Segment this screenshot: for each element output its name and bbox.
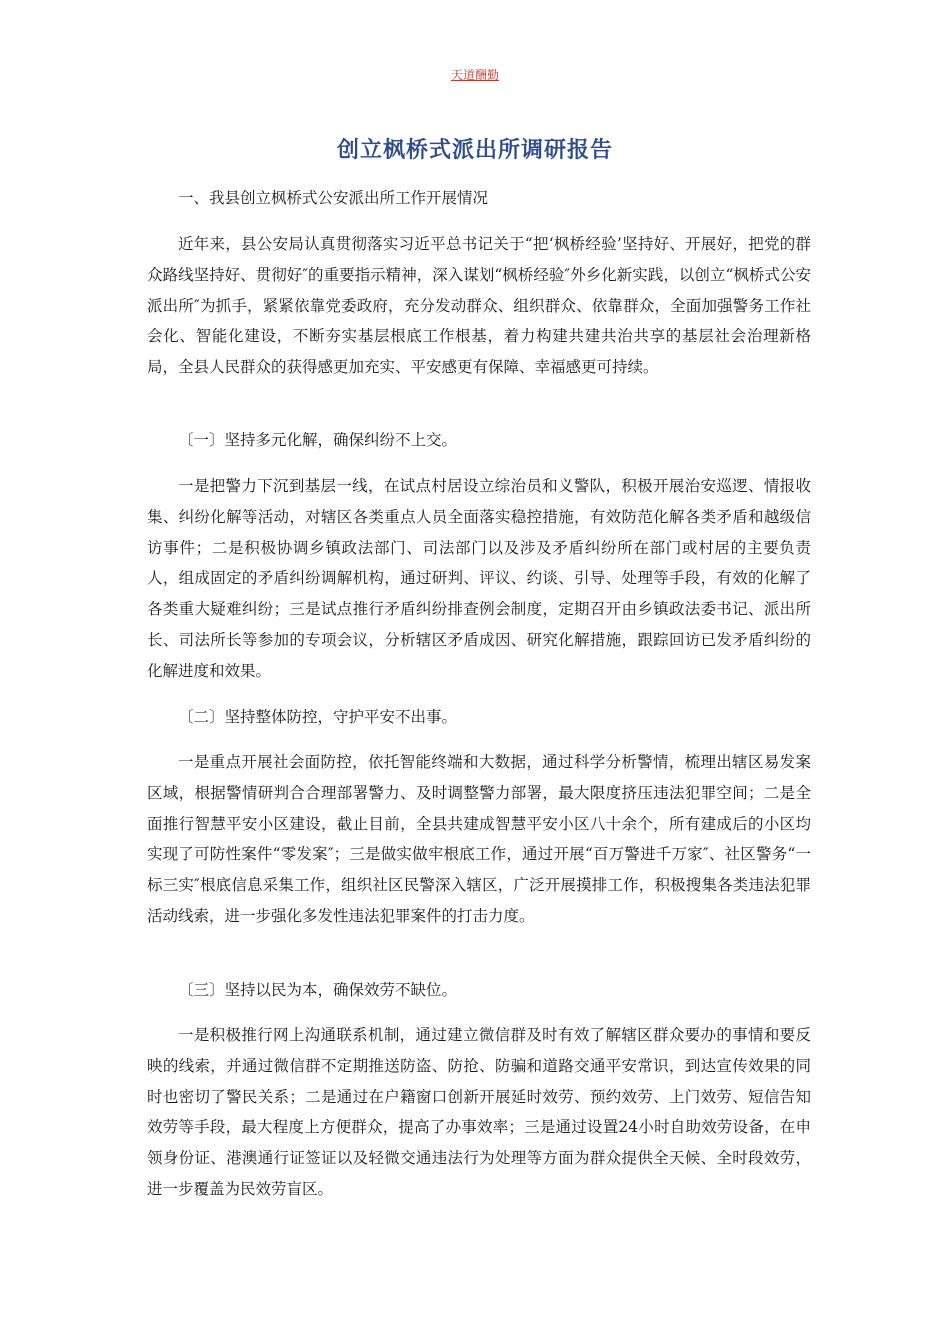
subsection-2-paragraph-block xyxy=(147,747,811,932)
header-link[interactable]: 天道酬勤 xyxy=(450,68,499,82)
section-heading-1: 一、我县创立枫桥式公安派出所工作开展情况 xyxy=(178,189,489,207)
subsection-heading-1: 〔一〕坚持多元化解，确保纠纷不上交。 xyxy=(178,431,458,449)
intro-paragraph: 近年来，县公安局认真贯彻落实习近平总书记关于“把‘枫桥经验’坚持好、开展好，把党的群众路线坚持好、贯彻好″的重要指示精神，深入谋划“枫桥经验″外乡化新实践，以创立“枫桥式公安派出所″为抓手，紧紧依靠党委政府，充分发动群众、组织群众、依靠群众，全面加强警务工作社会化、智能化建设，不断夯实基层根底工作根基，着力构建共建共治共享的基层社会治理新格局，全县人民群众的获得感更加充实、平安感更有保障、幸福感更可持续。 xyxy=(147,235,811,377)
subsection-2-paragraph: 一是重点开展社会面防控，依托智能终端和大数据，通过科学分析警情，梳理出辖区易发案区域，根据警情研判合合理部署警力、及时调整警力部署，最大限度挤压违法犯罪空间；二是全面推行智慧平安小区建设，截止目前，全县共建成智慧平安小区八十余个，所有建成后的小区均实现了可防性案件“零发案″；三是做实做牢根底工作，通过开展“百万警进千万家″、社区警务“一标三实″根底信息采集工作，组织社区民警深入辖区，广泛开展摸排工作，积极搜集各类违法犯罪活动线索，进一步强化多发性违法犯罪案件的打击力度。 xyxy=(147,753,811,925)
subsection-1-paragraph: 一是把警力下沉到基层一线，在试点村居设立综治员和义警队，积极开展治安巡逻、情报收集、纠纷化解等活动，对辖区各类重点人员全面落实稳控措施，有效防范化解各类矛盾和越级信访事件；二是积极协调乡镇政法部门、司法部门以及涉及矛盾纠纷所在部门或村居的主要负责人，组成固定的矛盾纠纷调解机构，通过研判、评议、约谈、引导、处理等手段，有效的化解了各类重大疑难纠纷；三是试点推行矛盾纠纷排查例会制度，定期召开由乡镇政法委书记、派出所长、司法所长等参加的专项会议，分析辖区矛盾成因、研究化解措施，跟踪回访已发矛盾纠纷的化解进度和效果。 xyxy=(147,477,811,680)
subsection-1-paragraph-block xyxy=(147,471,811,687)
subsection-heading-2: 〔二〕坚持整体防控，守护平安不出事。 xyxy=(178,708,458,726)
subsection-3-paragraph: 一是积极推行网上沟通联系机制，通过建立微信群及时有效了解辖区群众要办的事情和要反映的线索，并通过微信群不定期推送防盗、防抢、防骗和道路交通平安常识，到达宣传效果的同时也密切了警民关系；二是通过在户籍窗口创新开展延时效劳、预约效劳、上门效劳、短信告知效劳等手段，最大程度上方便群众，提高了办事效率；三是通过设置24小时自助效劳设备，在申领身份证、港澳通行证签证以及轻微交通违法行为处理等方面为群众提供全天候、全时段效劳，进一步覆盖为民效劳盲区。 xyxy=(147,1026,811,1198)
subsection-3-paragraph-block xyxy=(147,1020,811,1205)
subsection-heading-3: 〔三〕坚持以民为本，确保效劳不缺位。 xyxy=(178,981,458,999)
document-title: 创立枫桥式派出所调研报告 xyxy=(336,138,613,163)
intro-paragraph-block xyxy=(147,229,811,383)
